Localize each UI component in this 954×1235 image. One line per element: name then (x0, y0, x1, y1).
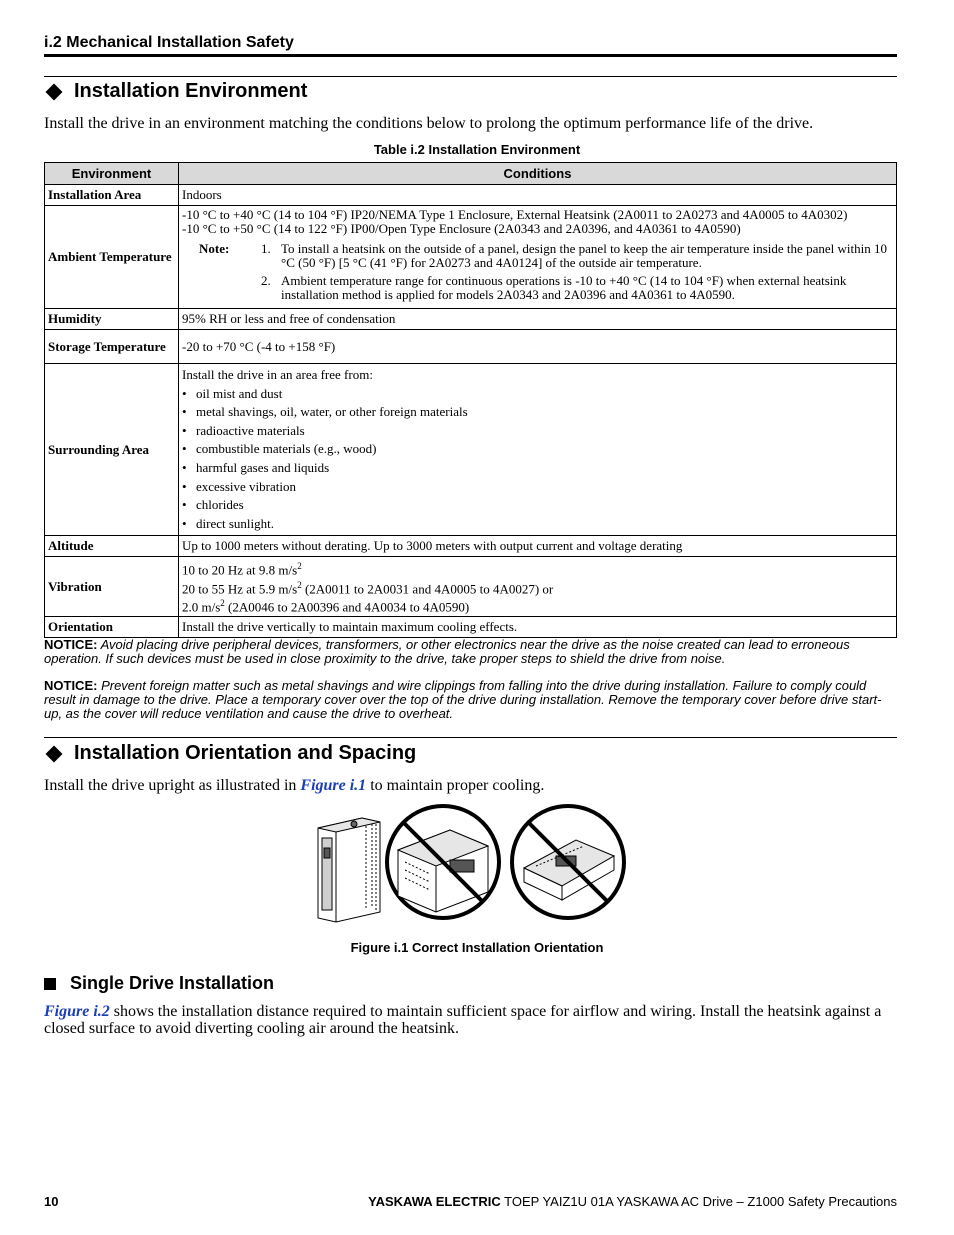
table-row (45, 309, 897, 330)
section-title: Installation Orientation and Spacing (74, 742, 417, 764)
list-item-text: radioactive materials (196, 422, 305, 438)
notice-paragraph (44, 679, 897, 721)
diamond-icon (46, 745, 63, 762)
paragraph-text: Install the drive upright as illustrated in (44, 777, 301, 794)
cond-line (182, 596, 893, 614)
note-list (261, 242, 893, 306)
square-bullet-icon (44, 978, 56, 990)
table-row (45, 557, 897, 617)
table-row (45, 185, 897, 206)
spacing-paragraph (44, 1003, 897, 1037)
bullet-icon: • (182, 497, 187, 513)
env-cell: Installation Area (45, 185, 179, 206)
header-conditions: Conditions (179, 163, 897, 185)
paragraph-text: to maintain proper cooling. (366, 777, 545, 794)
section-rule (44, 737, 897, 738)
note-item (261, 242, 893, 270)
table-row (45, 536, 897, 557)
cond-cell: Install the drive vertically to maintain maximum cooling effects. (179, 617, 897, 638)
cond-cell (179, 557, 897, 617)
orientation-figure (310, 800, 630, 925)
cond-line (182, 559, 893, 577)
cond-line (182, 578, 893, 596)
section-title: Installation Environment (74, 80, 308, 102)
vibration-text: 20 to 55 Hz at 5.9 m/s (182, 581, 298, 596)
flat-drive-illustration (512, 806, 624, 918)
table-caption: Table i.2 Installation Environment (373, 142, 581, 157)
bullet-icon: • (182, 385, 187, 401)
intro-paragraph: Install the drive in an environment matching the conditions below to prolong the optimum performance life of the drive. (44, 115, 814, 132)
notice-label: NOTICE: (44, 637, 98, 652)
sideways-drive-illustration (387, 806, 499, 918)
subsection-heading (44, 973, 274, 994)
figure-caption: Figure i.1 Correct Installation Orientation (350, 940, 604, 955)
list-item (182, 385, 893, 404)
section-heading (44, 742, 416, 765)
env-cell: Orientation (45, 617, 179, 638)
list-item-text: excessive vibration (196, 478, 296, 494)
notice-text: Avoid placing drive peripheral devices, transformers, or other electronics near the drive as the noise created can lead to erroneous operation. If such devices must be used in close proximity to the drive, take proper steps to shield the drive from noise. (44, 637, 850, 666)
note-text: Ambient temperature range for continuous operations is -10 to +40 °C (14 to 104 °F) when external heatsink installation method is applied for models 2A0343 and 2A0396 and 4A0361 to 4A0590. (281, 273, 847, 302)
cond-intro: Install the drive in an area free from: (182, 367, 373, 382)
page-number: 10 (44, 1194, 59, 1209)
footer-doc-info (368, 1194, 897, 1209)
list-item (182, 478, 893, 497)
list-item-text: oil mist and dust (196, 385, 283, 401)
table-row (45, 206, 897, 309)
list-item (182, 403, 893, 422)
bullet-icon: • (182, 478, 187, 494)
notice-text: Prevent foreign matter such as metal shavings and wire clippings from falling into the drive during installation. Failure to comply could result in damage to the drive. Place a temporary cover over the top of the drive during installation. Remove the temporary cover before drive start-up, as the cover will reduce ventilation and cause the drive to overheat. (44, 678, 882, 721)
header-rule (44, 54, 897, 57)
list-item (182, 440, 893, 459)
vibration-text: (2A0046 to 2A00396 and 4A0034 to 4A0590) (224, 599, 470, 615)
superscript: 2 (297, 561, 302, 572)
paragraph-text: shows the installation distance required to maintain sufficient space for airflow and wiring. Install the heatsink against a closed surface to avoid diverting cooling air around the heatsink. (44, 1003, 882, 1037)
footer-brand: YASKAWA ELECTRIC (368, 1194, 501, 1209)
running-header: i.2 Mechanical Installation Safety (44, 34, 294, 51)
figure-link[interactable]: Figure i.1 (300, 777, 367, 794)
note-number: 2. (261, 273, 271, 288)
env-cell: Surrounding Area (45, 364, 179, 536)
note-item (261, 274, 893, 302)
section-rule (44, 76, 897, 77)
list-item-text: chlorides (196, 497, 244, 513)
note-label: Note: (199, 241, 230, 256)
environment-table (44, 162, 897, 638)
cond-cell: Up to 1000 meters without derating. Up to 3000 meters with output current and voltage derating (179, 536, 897, 557)
notice-paragraph (44, 638, 897, 666)
note-block (182, 242, 893, 306)
subsection-title: Single Drive Installation (70, 973, 275, 993)
env-cell: Storage Temperature (45, 330, 179, 364)
list-item-text: metal shavings, oil, water, or other foreign materials (196, 404, 468, 420)
vibration-text: 10 to 20 Hz at 9.8 m/s (182, 562, 298, 578)
superscript: 2 (220, 598, 225, 608)
cond-cell: -20 to +70 °C (-4 to +158 °F) (179, 330, 897, 364)
bullet-icon: • (182, 515, 187, 531)
note-number: 1. (261, 241, 271, 256)
env-cell: Altitude (45, 536, 179, 557)
cond-line: -10 °C to +40 °C (14 to 104 °F) IP20/NEMA Type 1 Enclosure, External Heatsink (2A0011 to 2A0273 and 4A0005 to 4A0302) (182, 207, 848, 222)
env-cell: Vibration (45, 557, 179, 617)
bullet-icon: • (182, 441, 187, 457)
section-heading (44, 80, 307, 103)
table-row (45, 364, 897, 536)
list-item (182, 459, 893, 478)
bullet-icon: • (182, 459, 187, 475)
list-item-text: direct sunlight. (196, 515, 274, 531)
diamond-icon (46, 83, 63, 100)
bullet-icon: • (182, 404, 187, 420)
cond-line: -10 °C to +50 °C (14 to 122 °F) IP00/Open Type Enclosure (2A0343 and 2A0396, and 4A0361 to 4A0590) (182, 221, 741, 236)
superscript: 2 (297, 579, 302, 590)
header-environment: Environment (45, 163, 179, 185)
table-row (45, 330, 897, 364)
list-item-text: harmful gases and liquids (196, 459, 330, 475)
cond-cell: Indoors (179, 185, 897, 206)
orientation-paragraph (44, 777, 897, 794)
cond-cell (179, 206, 897, 309)
cond-cell: 95% RH or less and free of condensation (179, 309, 897, 330)
vibration-text: 2.0 m/s (182, 599, 221, 615)
note-text: To install a heatsink on the outside of a panel, design the panel to keep the air temperature inside the panel within 10 °C (50 °F) [5 °C (41 °F) for 2A0273 and 4A0124] of the outside air temperature. (281, 241, 887, 270)
notice-label: NOTICE: (44, 678, 98, 693)
cond-cell (179, 364, 897, 536)
env-cell: Ambient Temperature (45, 206, 179, 309)
list-item-text: combustible materials (e.g., wood) (196, 441, 377, 457)
list-item (182, 422, 893, 441)
footer-doc: TOEP YAIZ1U 01A YASKAWA AC Drive – Z1000 Safety Precautions (500, 1194, 897, 1209)
bullet-icon: • (182, 422, 187, 438)
vibration-text: (2A0011 to 2A0031 and 4A0005 to 4A0027) or (301, 581, 554, 596)
upright-drive-illustration (318, 818, 380, 922)
list-item (182, 496, 893, 515)
figure-link[interactable]: Figure i.2 (44, 1003, 110, 1020)
table-header-row (45, 163, 897, 185)
table-row (45, 617, 897, 638)
list-item (182, 515, 893, 534)
env-cell: Humidity (45, 309, 179, 330)
